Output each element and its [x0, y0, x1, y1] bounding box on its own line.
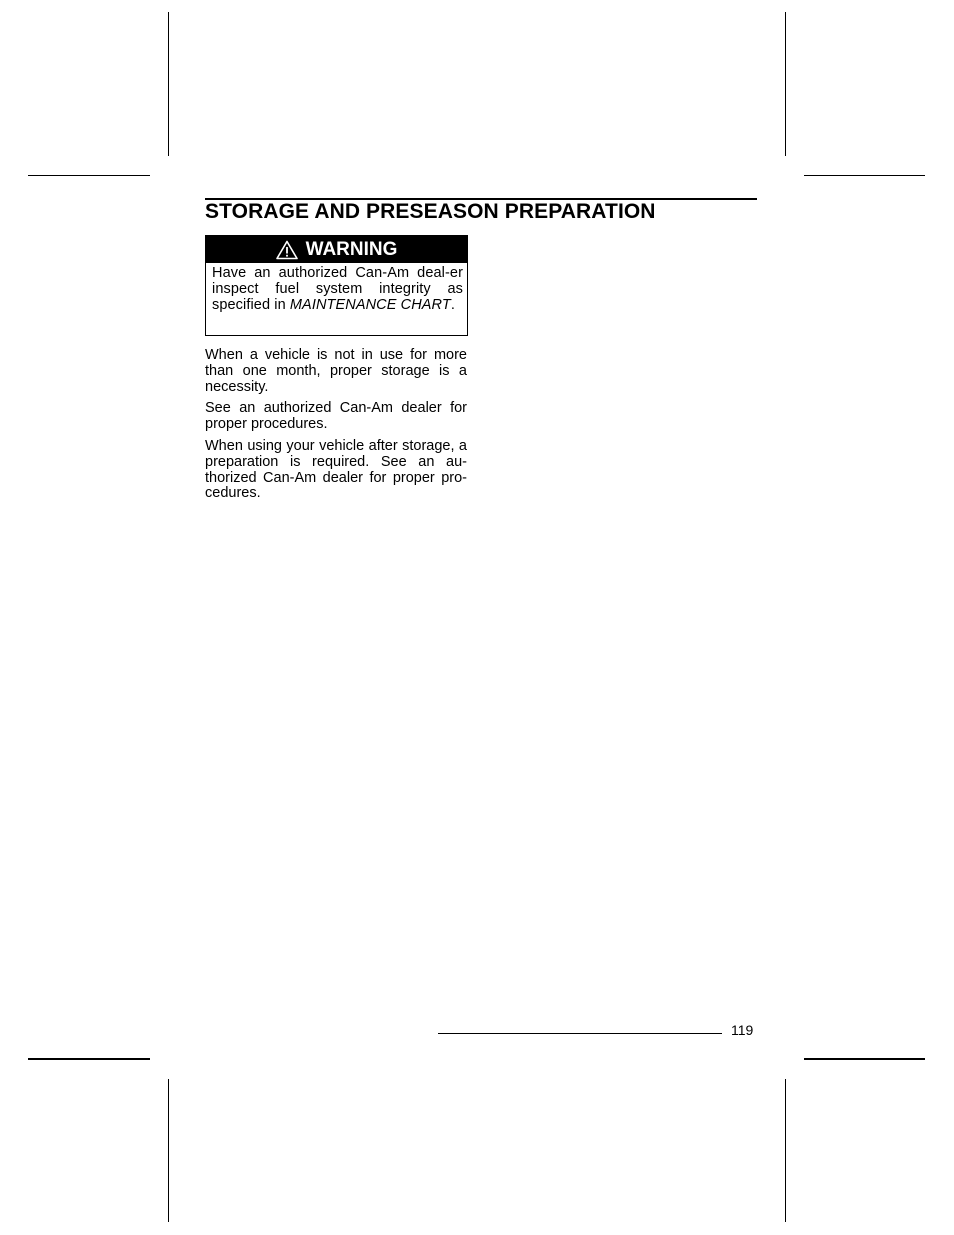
section-title: STORAGE AND PRESEASON PREPARATION	[205, 200, 656, 223]
warning-triangle-icon	[276, 240, 298, 260]
maintenance-chart-reference: MAINTENANCE CHART	[289, 296, 451, 313]
paragraph: When using your vehicle after storage, a preparation is required. See an au-thorized Can-Am dealer for proper pro-cedures.	[205, 437, 467, 502]
warning-label: WARNING	[305, 238, 398, 260]
warning-box	[205, 235, 468, 336]
crop-mark	[168, 12, 169, 156]
crop-mark	[804, 1058, 925, 1060]
crop-mark	[804, 175, 925, 176]
warning-text-end: .	[450, 296, 455, 313]
warning-text	[206, 263, 467, 313]
crop-mark	[168, 1079, 169, 1222]
crop-mark	[785, 1079, 786, 1222]
paragraph: See an authorized Can-Am dealer for proper procedures.	[205, 400, 467, 433]
warning-header	[206, 236, 467, 263]
warning-text-main: Have an authorized Can-Am deal-er inspect fuel system integrity as specified in	[212, 265, 463, 313]
page-number: 119	[731, 1022, 754, 1038]
crop-mark	[785, 12, 786, 156]
crop-mark	[28, 175, 150, 176]
crop-mark	[28, 1058, 150, 1060]
body-column	[205, 348, 467, 508]
paragraph: When a vehicle is not in use for more than one month, proper storage is a necessity.	[205, 347, 467, 395]
footer-rule	[438, 1033, 722, 1034]
